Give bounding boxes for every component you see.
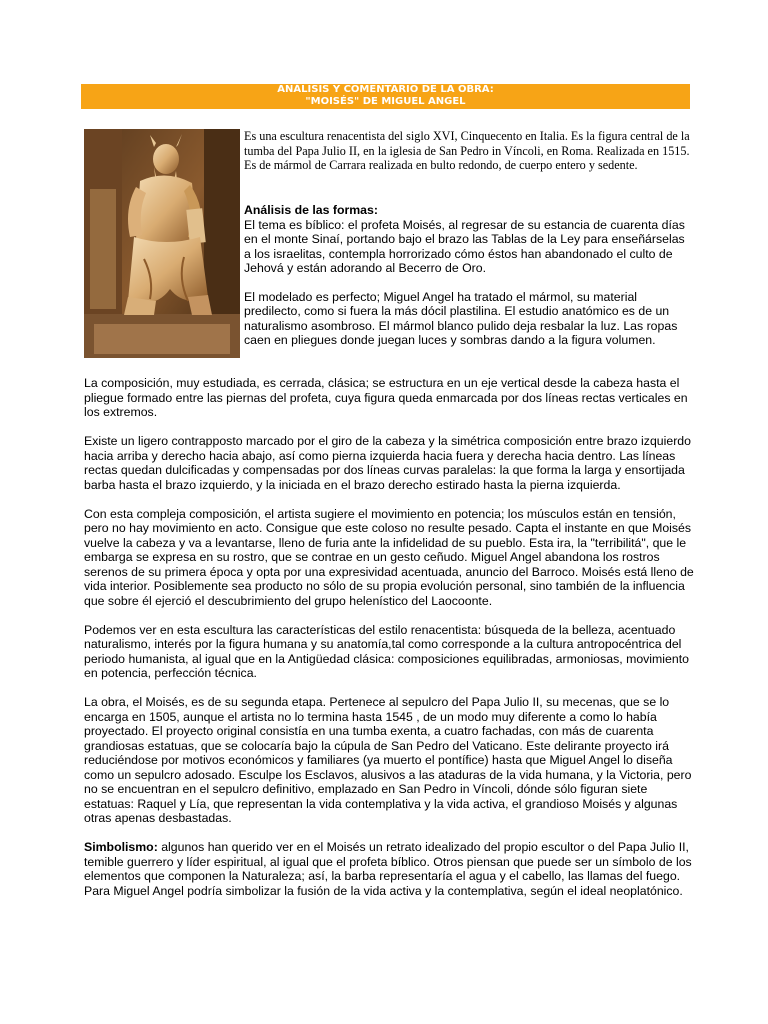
- moses-sculpture-photo: [84, 129, 240, 358]
- body-paragraph-style: Podemos ver en esta escultura las características del estilo renacentista: búsqueda de la belleza, acentuado naturalismo, interés por la figura humana y su anatomía,tal como corresponde a la cultura antropocéntrica del periodo humanista, al igual que en la Antigüedad clásica: composiciones equilibradas, armoniosas, movimiento en potencia, perfección técnica.: [84, 622, 689, 680]
- symbolism-text: algunos han querido ver en el Moisés un retrato idealizado del propio escultor o del Papa Julio II, temible guerrero y líder espiritual, al igual que el profeta bíblico. Otros piensan que puede ser un símbolo de los elementos que componen la Naturaleza; así, la barba representaría el agua y el cabello, las llamas del fuego. Para Miguel Angel podría simbolizar la fusión de la vida activa y la contemplativa, según el ideal neoplatónico.: [84, 840, 692, 898]
- title-line-1: ANÁLISIS Y COMENTARIO DE LA OBRA:: [277, 84, 494, 95]
- body-paragraph-contrapposto: Existe un ligero contrapposto marcado por el giro de la cabeza y la simétrica composición entre brazo izquierdo hacia arriba y derecho hacia abajo, así como pierna izquierda hacia fuera y derecha hacia dentro. Las líneas rectas quedan dulcificadas y compensadas por dos líneas curvas paralelas: la que forma la larga y ensortijada barba hasta el brazo izquierdo, y la iniciada en el brazo derecho estirado hasta la pierna izquierda.: [84, 434, 691, 492]
- analysis-paragraph-1: El tema es bíblico: el profeta Moisés, al regresar de su estancia de cuarenta días en el monte Sinaí, portando bajo el brazo las Tablas de la Ley para enseñárselas a los israelitas, contempla horrorizado cómo éstos han abandonado el culto de Jehová y están adorando al Becerro de Oro.: [244, 217, 685, 275]
- analysis-heading: Análisis de las formas:: [244, 203, 378, 217]
- analysis-section: [244, 203, 694, 362]
- body-paragraph-symbolism: [84, 840, 694, 898]
- document-title-bar: [81, 84, 690, 109]
- intro-paragraph-1: Es una escultura renacentista del siglo XVI, Cinquecento en Italia. Es la figura central de la tumba del Papa Julio II, en la iglesia de San Pedro in Víncoli, en Roma. Realizada en 1515.: [244, 129, 690, 158]
- intro-paragraph-2: Es de mármol de Carrara realizada en bulto redondo, de cuerpo entero y sedente.: [244, 158, 638, 173]
- body-paragraph-history: La obra, el Moisés, es de su segunda etapa. Pertenece al sepulcro del Papa Julio II, su mecenas, que se lo encarga en 1505, aunque el artista no lo termina hasta 1545 , de un modo muy diferente a como lo había proyectado. El proyecto original consistía en una tumba exenta, a cuatro fachadas, con más de cuarenta grandiosas estatuas, que se colocaría bajo la cúpula de San Pedro del Vaticano. Este delirante proyecto irá reduciéndose por motivos económicos y familiares (ya muerto el pontífice) hasta que Miguel Angel lo diseña como un sepulcro adosado. Esculpe los Esclavos, alusivos a las ataduras de la vida humana, y la Victoria, pero no se encuentran en el sepulcro definitivo, emplazado en San Pedro in Víncoli, dónde sólo figuran siete estatuas: Raquel y Lía, que representan la vida contemplativa y la vida activa, el grandioso Moisés y algunas otras apenas desbastadas.: [84, 695, 692, 825]
- body-section: [84, 376, 694, 913]
- symbolism-label: Simbolismo:: [84, 840, 158, 854]
- intro-text: [244, 129, 694, 173]
- analysis-paragraph-2: El modelado es perfecto; Miguel Angel ha tratado el mármol, su material predilecto, como si fuera la más dócil plastilina. El estudio anatómico es de un naturalismo asombroso. El mármol blanco pulido deja resbalar la luz. Las ropas caen en pliegues donde juegan luces y sombras dando a la figura volumen.: [244, 289, 678, 347]
- body-paragraph-composition: La composición, muy estudiada, es cerrada, clásica; se estructura en un eje vertical desde la cabeza hasta el pliegue formado entre las piernas del profeta, cuya figura queda enmarcada por dos líneas rectas verticales en los extremos.: [84, 376, 688, 419]
- title-line-2: "MOISÉS" DE MIGUEL ANGEL: [305, 96, 466, 107]
- body-paragraph-movement: Con esta compleja composición, el artista sugiere el movimiento en potencia; los músculos están en tensión, pero no hay movimiento en acto. Consigue que este coloso no resulte pesado. Capta el instante en que Moisés vuelve la cabeza y va a levantarse, lleno de furia ante la infidelidad de su pueblo. Esta ira, la "terribilitá", que le embarga se expresa en su rostro, que se contrae en un gesto ceñudo. Miguel Angel abandona los rostros serenos de su primera época y opta por una expresividad acentuada, anuncio del Barroco. Moisés está lleno de vida interior. Posiblemente sea producto no sólo de su propia evolución personal, sino también de la influencia que sobre él ejerció el descubrimiento del grupo helenístico del Laocoonte.: [84, 506, 694, 608]
